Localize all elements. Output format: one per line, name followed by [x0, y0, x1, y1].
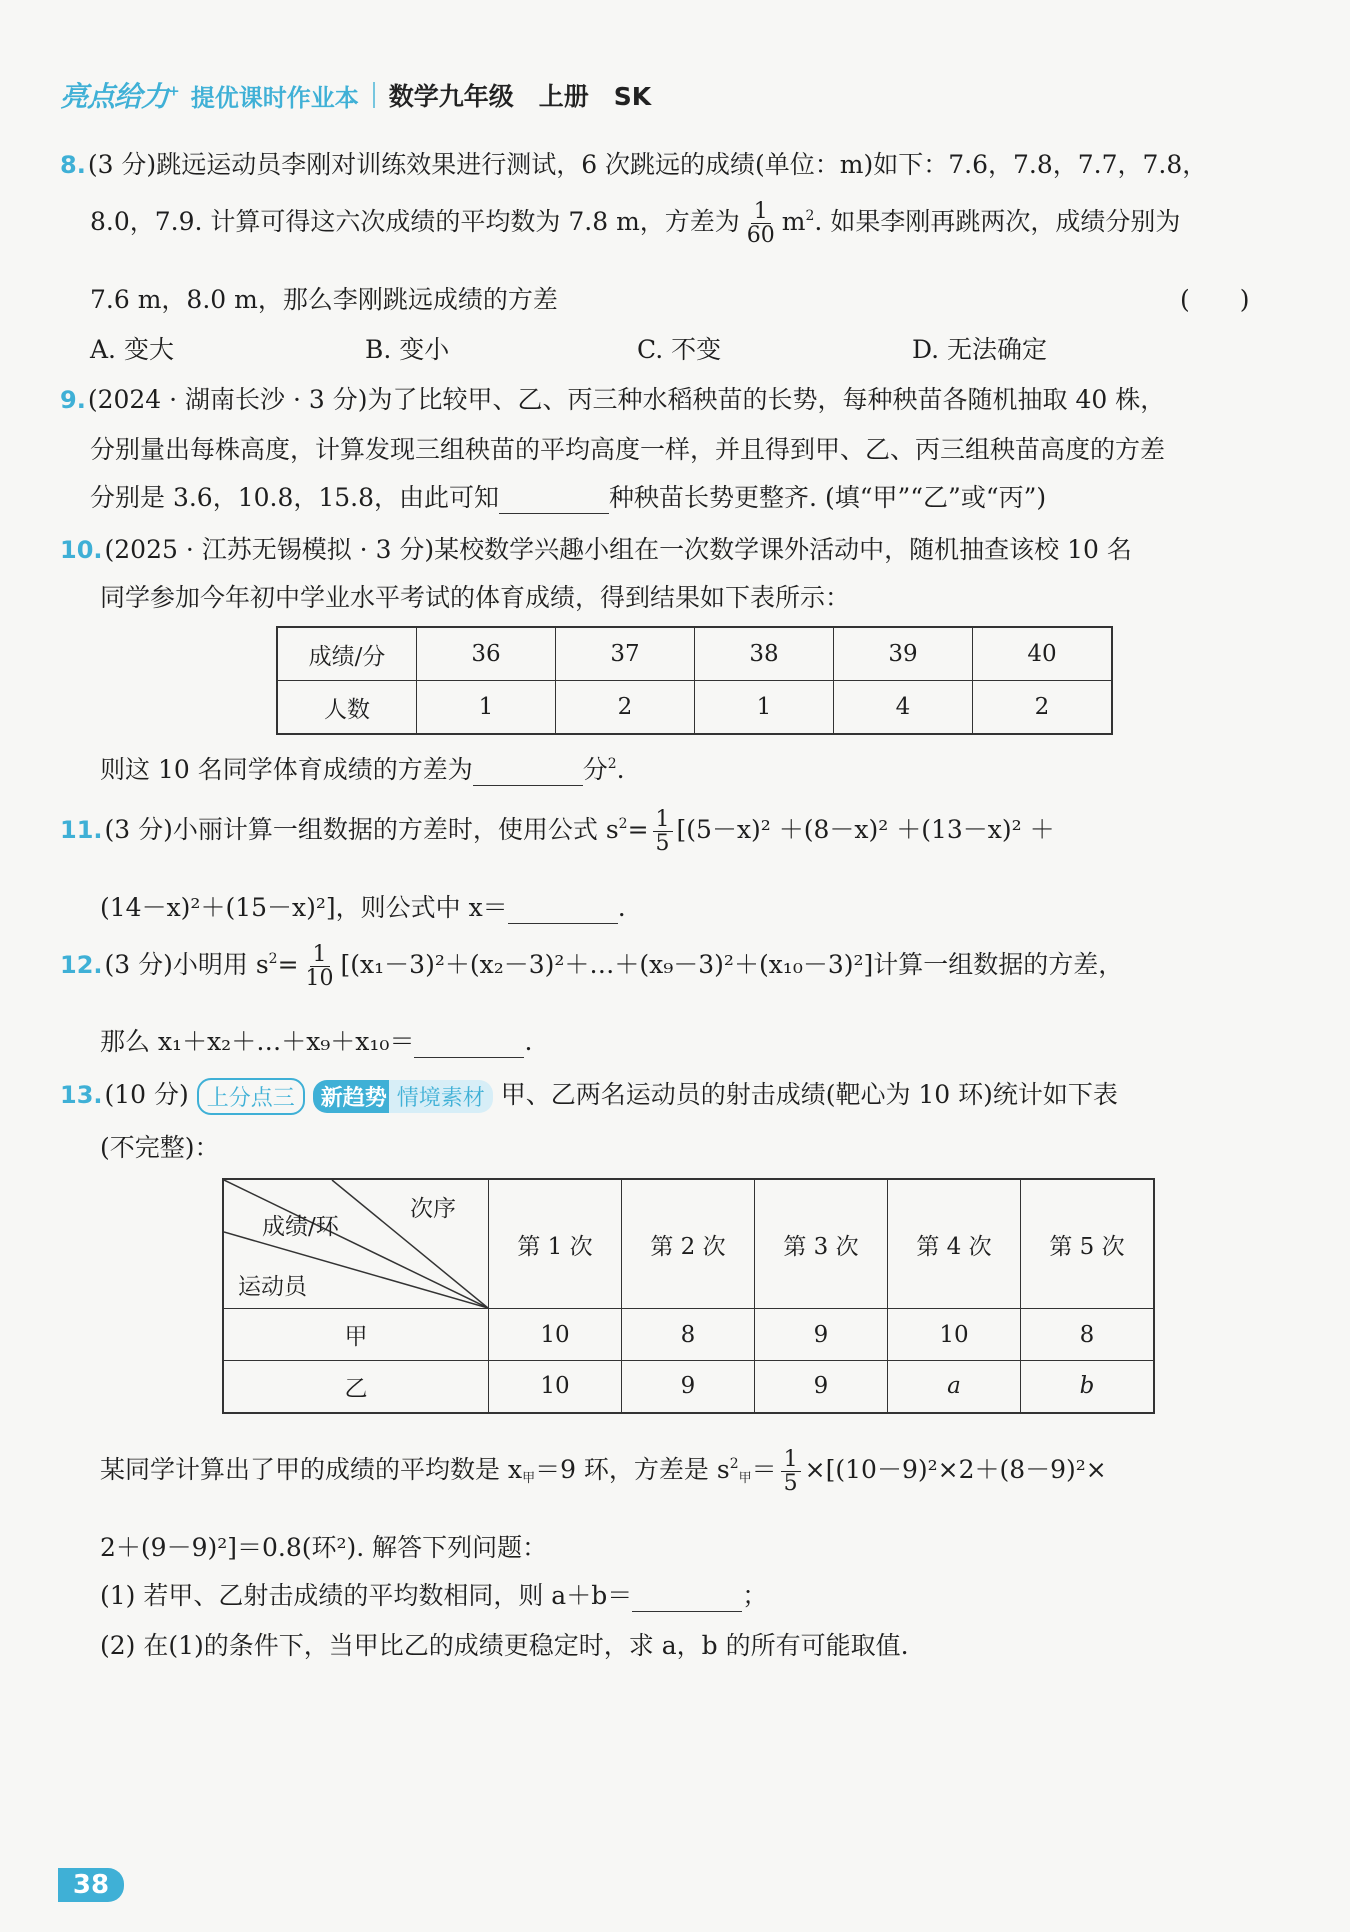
table-row — [223, 1179, 1154, 1309]
table-cell: 2 — [556, 681, 695, 735]
q9-answer-blank[interactable] — [499, 487, 609, 514]
q13-part2: (2) 在(1)的条件下，当甲比乙的成绩更稳定时，求 a，b 的所有可能取值. — [100, 1631, 909, 1660]
table-cell: 4 — [834, 681, 973, 735]
q13-fraction: $\frac{1}{5}$ — [781, 1448, 801, 1495]
table-cell: 9 — [622, 1361, 755, 1413]
q8-options — [90, 330, 1270, 366]
q13-line3: 某同学计算出了甲的成绩的平均数是 $x_甲=9$ 环，方差是 $s^2_甲=$ $\frac{1}{5}$ ×[(10－9)²×2＋(8－9)²× — [100, 1447, 1107, 1497]
q8-line2: 8.0，7.9. 计算可得这六次成绩的平均数为 7.8 m，方差为 $\frac{1}{60}$ $m^2$. 如果李刚再跳两次，成绩分别为 — [90, 199, 1181, 249]
table-cell: 40 — [973, 627, 1113, 681]
option-a: A. 变大 — [90, 335, 174, 364]
table-header-cell: 人数 — [277, 681, 417, 735]
q8-number: 8. — [60, 151, 86, 179]
corner-label-order: 次序 — [410, 1196, 456, 1222]
q10-score-table — [276, 626, 1113, 735]
q13-answer-blank[interactable] — [632, 1585, 742, 1612]
subject-title: 数学九年级 上册 SK — [388, 82, 652, 111]
corner-label-score: 成绩/环 — [262, 1214, 339, 1240]
option-c: C. 不变 — [637, 335, 722, 364]
q9-number: 9. — [60, 386, 86, 414]
q13-part1: (1) 若甲、乙射击成绩的平均数相同，则 a＋b＝ ； — [100, 1581, 768, 1610]
table-header-cell: 第 5 次 — [1021, 1179, 1155, 1309]
badge-score-point: 上分点三 — [197, 1078, 305, 1115]
series-title: 提优课时作业本 — [190, 83, 359, 112]
q8-line3: 7.6 m，8.0 m，那么李刚跳远成绩的方差 — [90, 285, 558, 314]
table-cell: 10 — [489, 1309, 622, 1361]
table-cell: 8 — [1021, 1309, 1155, 1361]
table-cell: 37 — [556, 627, 695, 681]
table-cell: 1 — [695, 681, 834, 735]
q12-fraction: $\frac{1}{10}$ — [305, 942, 334, 992]
corner-label-athlete: 运动员 — [238, 1274, 307, 1300]
q10-answer-blank[interactable] — [473, 759, 583, 786]
q11-answer-blank[interactable] — [508, 897, 618, 924]
q11-line1: 11.(3 分)小丽计算一组数据的方差时，使用公式 $s^2=$ $\frac{1}{5}$ [(5－x)² ＋(8－x)² ＋(13－x)² ＋ — [60, 807, 1055, 857]
table-header-cell: 第 2 次 — [622, 1179, 755, 1309]
table-row — [223, 1361, 1154, 1413]
q11-line2: (14－x)²＋(15－x)²]，则公式中 x＝ . — [100, 893, 626, 922]
q12-answer-blank[interactable] — [414, 1031, 524, 1058]
table-cell: b — [1021, 1361, 1155, 1413]
q8-line1: 8.(3 分)跳远运动员李刚对训练效果进行测试，6 次跳远的成绩(单位：m)如下：7.6，7.8，7.7，7.8， — [60, 150, 1208, 179]
q12-line2: 那么 x₁＋x₂＋…＋x₉＋x₁₀＝ . — [100, 1027, 533, 1056]
q11-number: 11. — [60, 816, 103, 845]
table-row — [277, 681, 1112, 735]
table-cell: 9 — [755, 1309, 888, 1361]
table-row-head: 甲 — [223, 1309, 489, 1361]
table-row-head: 乙 — [223, 1361, 489, 1413]
table-cell: 2 — [973, 681, 1113, 735]
q11-fraction: $\frac{1}{5}$ — [653, 808, 673, 855]
q10-number: 10. — [60, 536, 103, 564]
table-header-cell: 成绩/分 — [277, 627, 417, 681]
q13-line2: (不完整)： — [100, 1133, 220, 1162]
q9-line2: 分别量出每株高度，计算发现三组秧苗的平均高度一样，并且得到甲、乙、丙三组秧苗高度的方差 — [90, 435, 1166, 464]
q8-fraction: $\frac{1}{60}$ — [746, 199, 775, 249]
badge-context-material: 情境素材 — [389, 1080, 493, 1113]
q13-shooting-table — [222, 1178, 1155, 1414]
q10-line1: 10.(2025 · 江苏无锡模拟 · 3 分)某校数学兴趣小组在一次数学课外活动中，随机抽查该校 10 名 — [60, 535, 1132, 564]
table-cell: 10 — [888, 1309, 1021, 1361]
q9-line1: 9.(2024 · 湖南长沙 · 3 分)为了比较甲、乙、丙三种水稻秧苗的长势，每种秧苗各随机抽取 40 株， — [60, 385, 1166, 414]
page-number: 38 — [58, 1868, 124, 1902]
table-cell: 1 — [417, 681, 556, 735]
table-row — [223, 1309, 1154, 1361]
brand-logo: 亮点给力+ — [60, 80, 179, 113]
table-header-cell: 第 3 次 — [755, 1179, 888, 1309]
q13-line1: 13.(10 分) 上分点三 新趋势 情境素材 甲、乙两名运动员的射击成绩(靶心为 10 环)统计如下表 — [60, 1075, 1118, 1115]
table-header-cell: 第 4 次 — [888, 1179, 1021, 1309]
q13-line4: 2＋(9－9)²]＝0.8(环²). 解答下列问题： — [100, 1533, 548, 1562]
q12-line1: 12.(3 分)小明用 $s^2=$ $\frac{1}{10}$ [(x₁－3)²＋(x₂－3)²＋…＋(x₉－3)²＋(x₁₀－3)²]计算一组数据的方差， — [60, 942, 1124, 992]
table-cell: 39 — [834, 627, 973, 681]
table-cell: 36 — [417, 627, 556, 681]
table-cell: 10 — [489, 1361, 622, 1413]
q13-number: 13. — [60, 1081, 103, 1109]
q12-number: 12. — [60, 951, 103, 980]
table-header-cell: 第 1 次 — [489, 1179, 622, 1309]
diagonal-header-cell — [223, 1179, 489, 1309]
option-d: D. 无法确定 — [912, 335, 1048, 364]
q8-answer-paren: ( ) — [1180, 285, 1250, 314]
table-cell: a — [888, 1361, 1021, 1413]
q10-line3: 则这 10 名同学体育成绩的方差为 分$^2$. — [100, 755, 625, 784]
header-divider — [373, 82, 375, 108]
q9-line3: 分别是 3.6，10.8，15.8，由此可知 种秧苗长势更整齐. (填“甲”“乙”或“丙”) — [90, 483, 1047, 512]
table-cell: 38 — [695, 627, 834, 681]
q10-line2: 同学参加今年初中学业水平考试的体育成绩，得到结果如下表所示： — [100, 583, 851, 612]
table-cell: 8 — [622, 1309, 755, 1361]
option-b: B. 变小 — [365, 335, 450, 364]
table-cell: 9 — [755, 1361, 888, 1413]
page-header — [60, 70, 651, 120]
badge-new-trend: 新趋势 — [313, 1080, 393, 1113]
table-row — [277, 627, 1112, 681]
